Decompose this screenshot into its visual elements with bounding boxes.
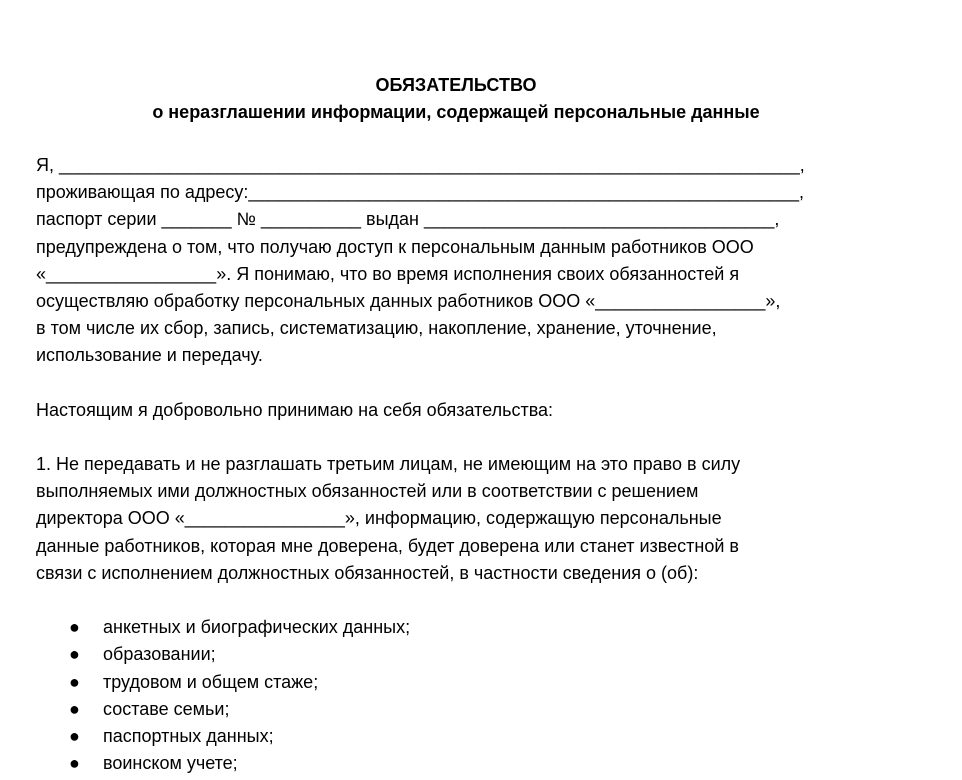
bullet-icon: ● <box>69 725 80 746</box>
intro-paragraph <box>36 152 936 370</box>
list-item <box>36 750 936 777</box>
bullet-icon: ● <box>69 644 80 665</box>
intro-line-name: Я, __________________________________________________________________________, <box>36 155 805 175</box>
list-item <box>36 669 936 696</box>
intro-line: использование и передачу. <box>36 345 263 366</box>
intro-line: в том числе их сбор, запись, систематизацию, накопление, хранение, уточнение, <box>36 318 717 339</box>
list-item-text: воинском учете; <box>103 753 238 774</box>
item-1-line: данные работников, которая мне доверена, будет доверена или станет известной в <box>36 535 739 556</box>
document-title: ОБЯЗАТЕЛЬСТВО <box>375 75 537 95</box>
list-item-text: паспортных данных; <box>103 725 274 746</box>
list-item <box>36 641 936 668</box>
item-1-line: директора ООО «________________», информацию, содержащую персональные <box>36 508 722 529</box>
list-item-text: трудовом и общем стаже; <box>103 671 319 692</box>
list-item-text: анкетных и биографических данных; <box>103 617 411 638</box>
paragraph-gap <box>36 370 936 397</box>
item-1-line: 1. Не передавать и не разглашать третьим лицам, не имеющим на это право в силу <box>36 454 741 475</box>
list-item <box>36 614 936 641</box>
intro-line-passport: паспорт серии _______ № __________ выдан ___________________________________, <box>36 209 780 230</box>
title-block <box>0 72 912 126</box>
bullet-icon: ● <box>69 698 80 719</box>
document-subtitle: о неразглашении информации, содержащей персональные данные <box>152 102 760 122</box>
bullet-icon: ● <box>69 671 80 692</box>
item-1-line: выполняемых ими должностных обязанностей или в соответствии с решением <box>36 481 699 502</box>
document-body <box>36 152 936 777</box>
paragraph-gap <box>36 587 936 614</box>
commitment-line: Настоящим я добровольно принимаю на себя обязательства: <box>36 399 554 420</box>
bullet-icon: ● <box>69 617 80 638</box>
list-item <box>36 723 936 750</box>
intro-line: предупреждена о том, что получаю доступ к персональным данным работников ООО <box>36 236 754 257</box>
bullet-list <box>36 614 936 777</box>
list-item <box>36 696 936 723</box>
intro-line-address: проживающая по адресу:_______________________________________________________, <box>36 182 804 203</box>
bullet-icon: ● <box>69 753 80 774</box>
paragraph-gap <box>36 424 936 451</box>
intro-line: осуществляю обработку персональных данных работников ООО «_________________», <box>36 290 781 311</box>
intro-line: «_________________». Я понимаю, что во время исполнения своих обязанностей я <box>36 263 740 284</box>
item-1-line: связи с исполнением должностных обязанностей, в частности сведения о (об): <box>36 562 699 583</box>
item-1-paragraph <box>36 451 936 587</box>
list-item-text: образовании; <box>103 644 216 665</box>
list-item-text: составе семьи; <box>103 698 230 719</box>
